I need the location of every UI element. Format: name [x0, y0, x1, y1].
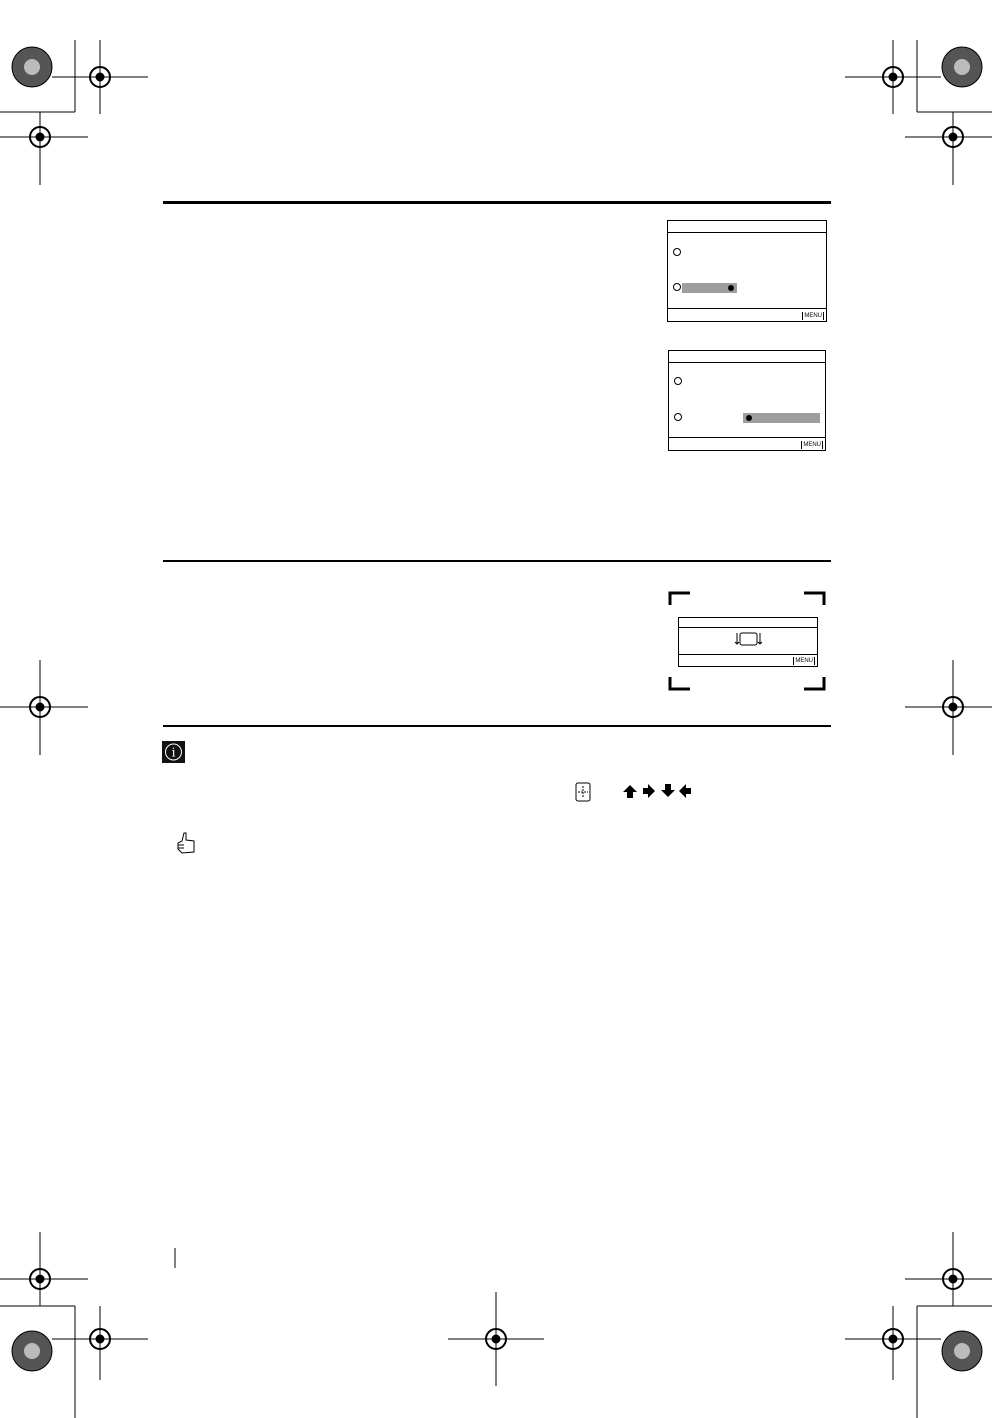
nav-icon — [674, 413, 682, 421]
remote-buttons — [575, 782, 715, 804]
nav-icon — [673, 248, 681, 256]
osd-screen-3 — [678, 617, 818, 667]
info-icon — [162, 741, 185, 763]
rotation-icon — [733, 632, 765, 646]
section-rule — [163, 560, 831, 562]
thumbs-up-icon — [175, 832, 199, 856]
nav-icon — [674, 377, 682, 385]
arrow-right-icon — [728, 285, 734, 291]
menu-label: MENU — [803, 442, 821, 448]
section-rule — [163, 725, 831, 727]
menu-label: MENU — [795, 658, 813, 664]
arrow-left-icon — [679, 784, 691, 798]
section-rule — [163, 201, 831, 204]
svg-text:i: i — [171, 745, 176, 760]
menu-label: MENU — [804, 313, 822, 319]
joystick-icon — [576, 783, 590, 801]
highlight-bar — [682, 283, 737, 293]
arrow-right-icon — [643, 784, 655, 798]
nav-icon — [673, 283, 681, 291]
arrow-down-icon — [661, 784, 675, 797]
highlight-bar — [743, 413, 820, 423]
osd-screen-2 — [668, 350, 826, 451]
arrow-up-icon — [623, 785, 637, 798]
osd-screen-1 — [667, 220, 827, 322]
arrow-left-icon — [746, 415, 752, 421]
